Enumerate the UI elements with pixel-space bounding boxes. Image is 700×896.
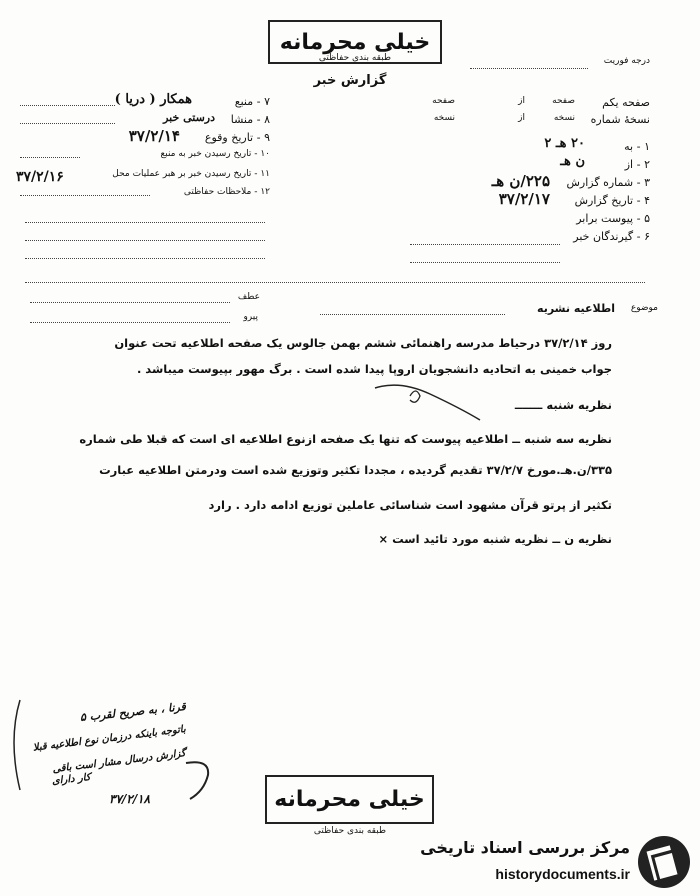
field-ops-arrival-label: ۱۱ - تاریخ رسیدن خبر بر هبر عملیات محل xyxy=(112,169,270,179)
field-from-value: ن هـ xyxy=(560,154,585,169)
field-to-label: ۱ - به xyxy=(624,140,650,153)
watermark xyxy=(410,828,700,896)
classification-stamp-bottom xyxy=(265,775,434,824)
origin-line xyxy=(20,123,115,124)
atf-line xyxy=(30,302,230,303)
handwritten-note-line-4: کار دارای xyxy=(51,772,92,787)
classification-subtext-bottom: طبقه بندی حفاظتی xyxy=(313,826,387,836)
security-notes-line xyxy=(20,195,150,196)
body-line-6: تکثیر از پرتو قرآن مشهود است شناسائی عاملین توزیع ادامه دارد . رارد xyxy=(208,498,612,512)
peyro-line xyxy=(30,322,230,323)
signature-bracket xyxy=(0,690,30,800)
classification-stamp-bottom-text: خیلی محرمانه xyxy=(274,787,425,812)
body-line-5: ۳۳۵/ن.هـ.مورخ ۳۷/۲/۷ تقدیم گردیده ، مجددا تکثیر وتوزیع شده است ودرمتن اطلاعیه عبارت xyxy=(99,463,612,477)
left-blank-line-3 xyxy=(25,258,265,259)
field-attachment-label: ۵ - پیوست برابر xyxy=(576,212,650,225)
field-report-date-value: ۳۷/۲/۱۷ xyxy=(498,190,550,208)
handwritten-date: ۳۷/۲/۱۸ xyxy=(109,792,150,806)
recipients-line xyxy=(410,244,560,245)
classification-subtext-top: طبقه بندی حفاظتی xyxy=(318,53,392,63)
field-report-number-value: ۲۲۵/ن هـ xyxy=(491,172,550,190)
field-source-value: همکار ( دریا ) xyxy=(114,92,192,107)
field-source-label: ۷ - منبع xyxy=(234,95,270,108)
left-blank-line-1 xyxy=(25,222,265,223)
right-fields-panel xyxy=(410,96,650,246)
header-separator-line xyxy=(25,282,645,283)
priority-label: درجه فوریت xyxy=(603,56,650,66)
handwritten-note-line-2: باتوجه باینکه درزمان نوع اطلاعیه قبلا xyxy=(32,724,187,754)
field-origin-label: ۸ - منشا xyxy=(230,113,270,126)
copy-counter-a: نسخه xyxy=(553,113,575,123)
field-occurrence-date-value: ۳۷/۲/۱۴ xyxy=(128,127,180,145)
field-report-date-label: ۴ - تاریخ گزارش xyxy=(574,194,650,207)
left-fields-panel xyxy=(16,92,270,205)
body-line-3: نظریه شنبه ـــــــ xyxy=(514,398,612,412)
watermark-url: historydocuments.ir xyxy=(495,866,630,882)
source-line xyxy=(20,105,115,106)
field-report-number-label: ۳ - شماره گزارش xyxy=(566,176,650,189)
page-counter-a: صفحه xyxy=(552,96,575,106)
copy-counter-c: نسخه xyxy=(433,113,455,123)
field-recipients-label: ۶ - گیرندگان خبر xyxy=(573,230,650,243)
body-line-7: نظریه ن ــ نظریه شنبه مورد تائید است × xyxy=(378,532,612,546)
page-counter-b: از xyxy=(518,96,525,106)
subject-line xyxy=(320,314,505,315)
field-ops-arrival-value: ۳۷/۲/۱۶ xyxy=(16,169,64,185)
handwritten-note-line-1: قرنا ، به صریح لقرب ۵ xyxy=(79,700,187,725)
initial-scribble xyxy=(370,380,490,430)
page-counter-c: صفحه xyxy=(432,96,455,106)
field-from-label: ۲ - از xyxy=(624,158,650,171)
field-source-arrival-label: ۱۰ - تاریخ رسیدن خبر به منبع xyxy=(160,149,270,159)
left-blank-line-2 xyxy=(25,240,265,241)
body-line-4: نظریه سه شنبه ــ اطلاعیه پیوست که تنها یک صفحه ازنوع اطلاعیه ای است که قبلا طی شماره xyxy=(79,432,612,446)
field-to-value: ۲۰ هـ ۲ xyxy=(544,136,585,151)
handwritten-note-line-3: گزارش درسال مشار است باقی xyxy=(51,748,187,776)
right-blank-line xyxy=(410,262,560,263)
copy-label: نسخهٔ شماره xyxy=(590,113,650,126)
peyro-label: پیرو xyxy=(243,312,258,322)
copy-counter-b: از xyxy=(518,113,525,123)
subject-value: اطلاعیه نشریه xyxy=(537,302,615,315)
body-line-2: جواب خمینی به اتحادیه دانشجویان اروپا پیدا شده است . برگ مهور بپیوست میباشد . xyxy=(136,362,612,376)
field-occurrence-date-label: ۹ - تاریخ وقوع xyxy=(204,131,270,144)
page-label: صفحه یکم xyxy=(602,96,650,109)
atf-label: عطف xyxy=(237,292,260,302)
archive-logo-icon xyxy=(636,832,692,892)
subject-label: موضوع xyxy=(630,303,658,313)
priority-line xyxy=(470,68,588,69)
body-line-1: روز ۳۷/۲/۱۴ درحیاط مدرسه راهنمائی ششم بهمن جالوس یک صفحه اطلاعیه تحت عنوان xyxy=(114,336,612,350)
field-security-notes-label: ۱۲ - ملاحظات حفاظتی xyxy=(183,187,270,197)
classification-stamp-text: خیلی محرمانه xyxy=(279,29,431,55)
handwritten-mark xyxy=(180,755,220,805)
document-title: گزارش خبر xyxy=(313,73,387,88)
field-origin-value: درستی خبر xyxy=(163,111,215,124)
watermark-title: مرکز بررسی اسناد تاریخی xyxy=(420,838,630,857)
source-arrival-line xyxy=(20,157,80,158)
